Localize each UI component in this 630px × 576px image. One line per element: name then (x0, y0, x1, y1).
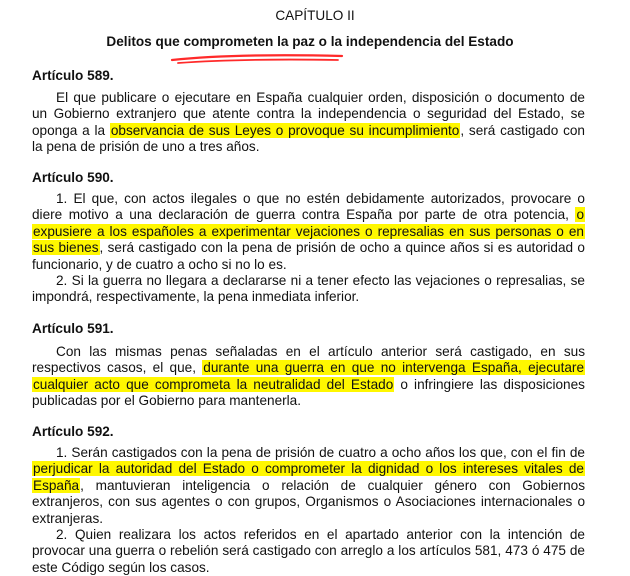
paragraph: 2. Si la guerra no llegara a declararse ni a tener efecto las vejaciones o represalias, se impondrá, respectivamente, la pena inmediata inferior. (32, 273, 585, 305)
paragraph: El que publicare o ejecutare en España cualquier orden, disposición o documento de un Gobierno extranjero que atente contra la independencia o seguridad del Estado, se oponga a la observancia de sus Leyes o provoque su incumplimiento, será castigado con la pena de prisión de uno a tres años. (32, 90, 585, 155)
article-591-body (32, 344, 585, 410)
chapter-heading: CAPÍTULO II (275, 8, 355, 23)
article-592-heading: Artículo 592. (32, 424, 114, 439)
paragraph: 1. El que, con actos ilegales o que no estén debidamente autorizados, provocare o diere motivo a una declaración de guerra contra España por parte de otra potencia, o expusiere a los españoles a experimentar vejaciones o represalias en sus personas o en sus bienes, será castigado con la pena de prisión de ocho a quince años si es autoridad o funcionario, y de cuatro a ocho si no lo es. (32, 191, 585, 272)
section-title: Delitos que comprometen la paz o la independencia del Estado (106, 34, 514, 49)
red-underline-mark (170, 50, 345, 66)
highlighted-text: observancia de sus Leyes o provoque su incumplimiento (110, 122, 460, 138)
article-590-heading: Artículo 590. (32, 170, 114, 185)
article-590-body (32, 191, 585, 306)
article-592-body (32, 445, 585, 576)
paragraph: 1. Serán castigados con la pena de prisión de cuatro a ocho años los que, con el fin de perjudicar la autoridad del Estado o comprometer la dignidad o los intereses vitales de España, mantuvieran inteligencia o relación de cualquier género con Gobiernos extranjeros, con sus agentes o con grupos, Organismos o Asociaciones internacionales o extranjeras. (32, 445, 585, 526)
article-589-heading: Artículo 589. (32, 68, 114, 83)
article-591-heading: Artículo 591. (32, 321, 114, 336)
article-589-body (32, 90, 585, 156)
highlighted-text: o expusiere a los españoles a experimentar vejaciones o represalias en sus personas o en sus bienes (33, 207, 584, 256)
highlighted-text: durante una guerra en que no intervenga España, ejecutare cualquier acto que comprometa la neutralidad del Estado (33, 360, 585, 392)
paragraph: Con las mismas penas señaladas en el artículo anterior será castigado, en sus respectivos casos, el que, durante una guerra en que no intervenga España, ejecutare cualquier acto que comprometa la neutralidad del Estado o infringiere las disposiciones publicadas por el Gobierno para mantenerla. (32, 344, 585, 409)
paragraph: 2. Quien realizara los actos referidos en el apartado anterior con la intención de provocar una guerra o rebelión será castigado con arreglo a los artículos 581, 473 ó 475 de este Código según los casos. (32, 527, 585, 575)
highlighted-text: perjudicar la autoridad del Estado o comprometer la dignidad o los intereses vitales de España (33, 461, 584, 493)
